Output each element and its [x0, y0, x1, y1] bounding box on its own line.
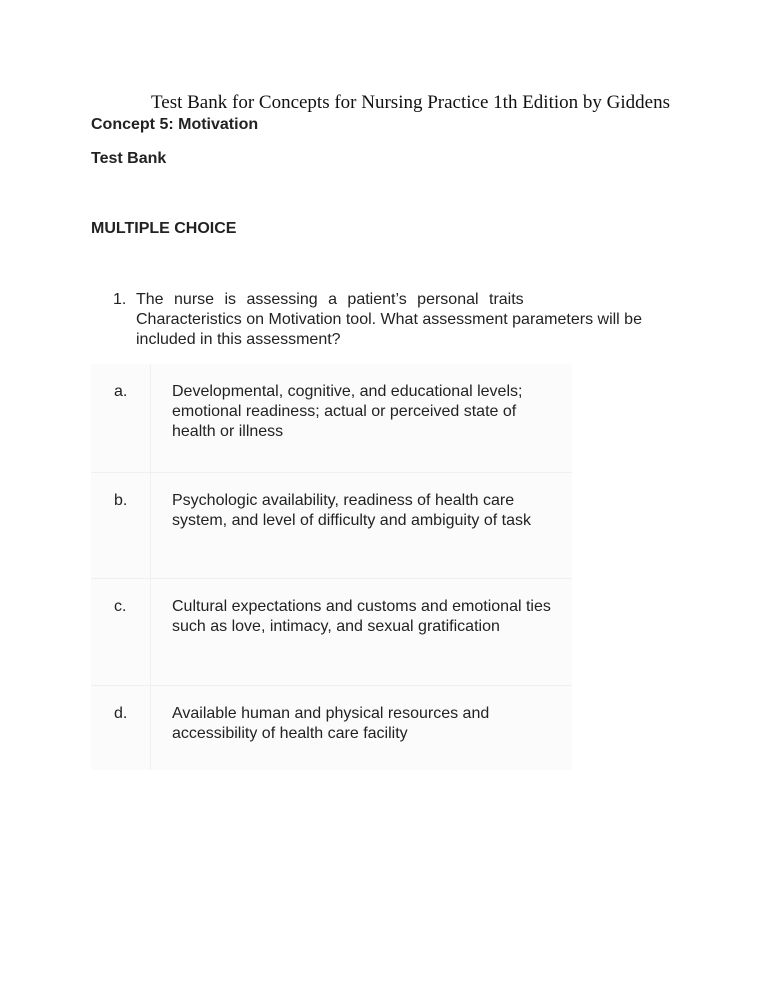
answer-choices-table — [91, 364, 572, 770]
choice-text: Developmental, cognitive, and educational levels; emotional readiness; actual or perceived state of health or illness — [172, 383, 523, 440]
choice-letter: c. — [91, 579, 151, 685]
choice-text: Cultural expectations and customs and emotional ties such as love, intimacy, and sexual gratification — [172, 598, 551, 635]
section-heading: MULTIPLE CHOICE — [91, 220, 237, 237]
test-bank-heading: Test Bank — [91, 150, 167, 167]
choice-text: Psychologic availability, readiness of health care system, and level of difficulty and ambiguity of task — [172, 492, 531, 529]
question-text-line1: The nurse is assessing a patient’s personal traits — [136, 291, 524, 308]
question-text-line2: Characteristics on Motivation tool. What assessment parameters will be included in this assessment? — [136, 311, 642, 348]
choice-letter: b. — [91, 473, 151, 578]
choice-a[interactable] — [91, 364, 572, 472]
concept-heading: Concept 5: Motivation — [91, 116, 259, 133]
choice-d[interactable] — [91, 685, 572, 770]
question-number: 1. — [113, 291, 127, 308]
question-1 — [113, 290, 693, 350]
choice-letter: a. — [91, 364, 151, 472]
choice-c[interactable] — [91, 578, 572, 685]
page-title: Test Bank for Concepts for Nursing Practice 1th Edition by Giddens — [151, 92, 670, 113]
choice-text: Available human and physical resources and accessibility of health care facility — [172, 705, 490, 742]
choice-letter: d. — [91, 686, 151, 770]
choice-b[interactable] — [91, 472, 572, 578]
